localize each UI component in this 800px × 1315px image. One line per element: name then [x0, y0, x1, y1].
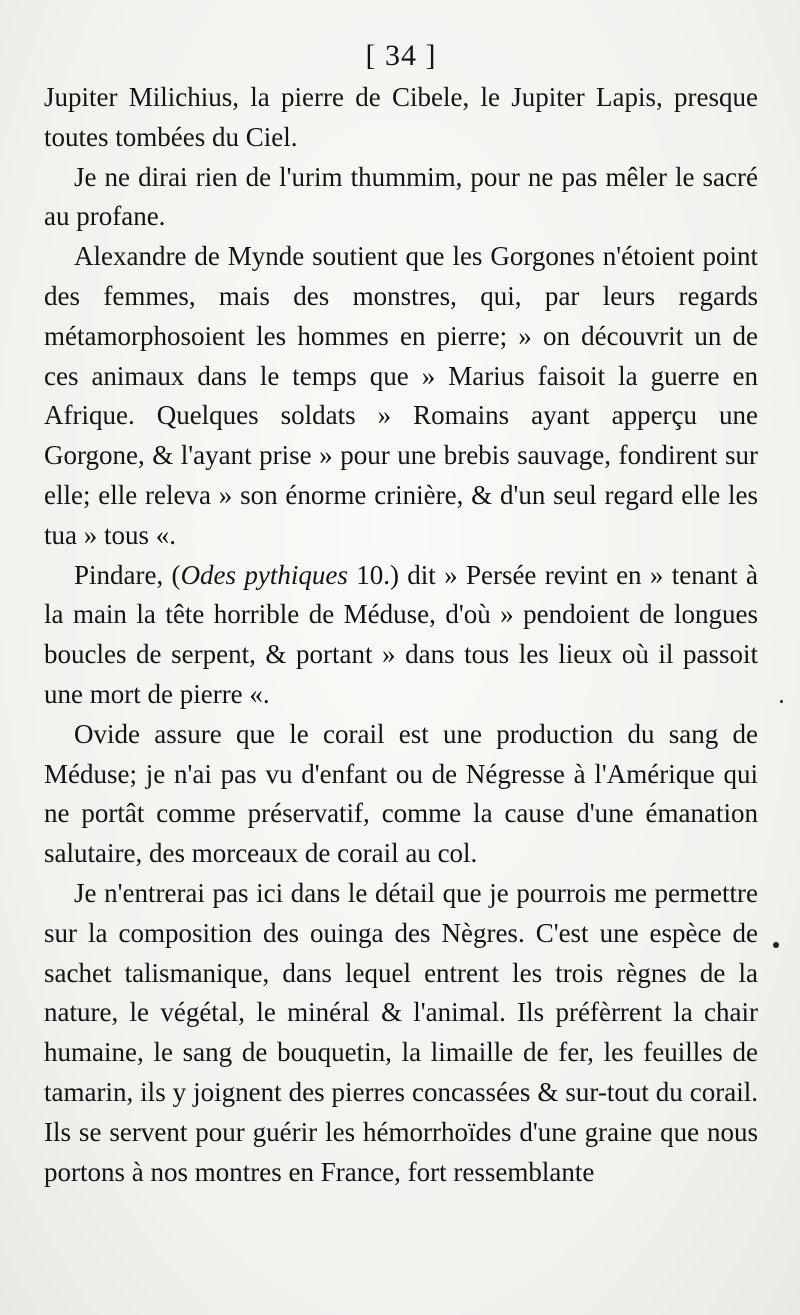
paragraph-4-text-before: Pindare, (: [74, 559, 181, 590]
book-title-italic: Odes pythiques: [180, 559, 348, 590]
paragraph-1: Jupiter Milichius, la pierre de Cibele, le Jupiter Lapis, presque toutes tombées du Ciel.: [44, 82, 758, 152]
paragraph-4: [44, 556, 758, 715]
scan-speck-mark: [773, 942, 779, 948]
paragraph-6: Je n'entrerai pas ici dans le détail que je pourrois me permettre sur la composition des ouinga des Nègres. C'est une espèce de sachet talismanique, dans lequel entrent les trois règnes de la nature, le végétal, le minéral & l'animal. Ils préfèrrent la chair humaine, le sang de bouquetin, la limaille de fer, les feuilles de tamarin, ils y joignent des pierres concassées & sur-tout du corail. Ils se servent pour guérir les hémorrhoïdes d'une graine que nous portons à nos montres en France, fort ressemblante: [44, 877, 758, 1187]
paragraph-2: Je ne dirai rien de l'urim thummim, pour ne pas mêler le sacré au profane.: [44, 161, 758, 232]
paragraph-3: Alexandre de Mynde soutient que les Gorgones n'étoient point des femmes, mais des monstres, qui, par leurs regards métamorphosoient les hommes en pierre; » on découvrit un de ces animaux dans le temps que » Marius faisoit la guerre en Afrique. Quelques soldats » Romains ayant apperçu une Gorgone, & l'ayant prise » pour une brebis sauvage, fondirent sur elle; elle releva » son énorme crinière, & d'un seul regard elle les tua » tous «.: [44, 241, 758, 550]
page-number: [ 34 ]: [365, 39, 437, 72]
paragraph-4-text-after: 10.) dit » Persée revint en » tenant à la main la tête horrible de Méduse, d'où » pendoient de longues boucles de serpent, & portant » dans tous les lieux où il passoit une mort de pierre «.: [44, 559, 759, 709]
scan-speck-mark: [780, 700, 783, 703]
paragraph-5: Ovide assure que le corail est une production du sang de Méduse; je n'ai pas vu d'enfant ou de Négresse à l'Amérique qui ne portât comme préservatif, comme la cause d'une émanation salutaire, des morceaux de corail au col.: [44, 718, 758, 869]
